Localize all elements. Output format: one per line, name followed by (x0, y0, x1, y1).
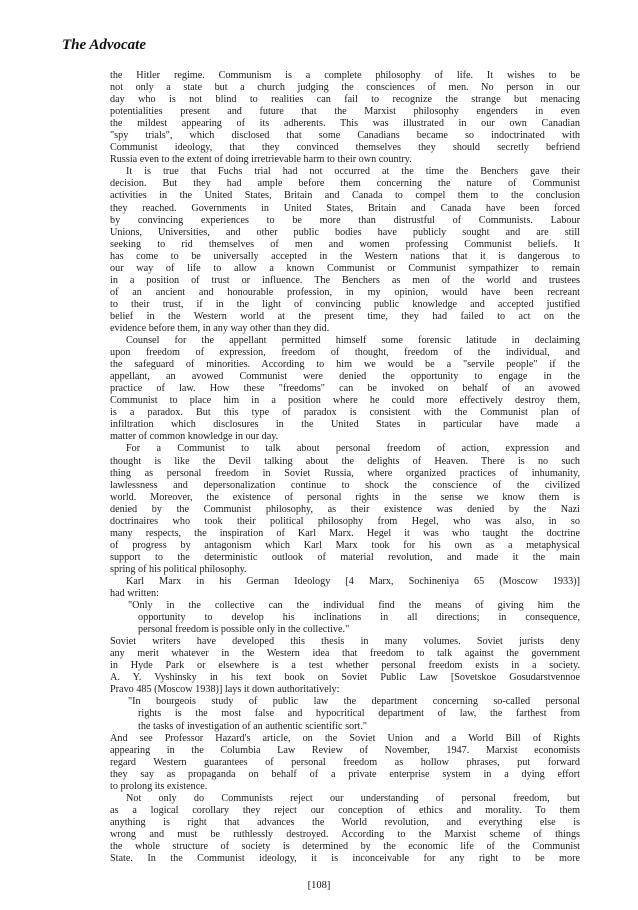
text-line: matter of common knowledge in our day. (110, 431, 279, 443)
text-line: doctrinaires who took their political philosophy from Hegel, who was also, in so (110, 515, 580, 527)
text-line: thing as personal freedom in Soviet Russia, where organized practices of inhumanity, (110, 467, 580, 479)
text-line: Communist to place him in a position where he could more effectively destroy them, (110, 395, 580, 407)
running-head: The Advocate (62, 37, 147, 53)
text-line: "spy trials", which disclosed that some Canadians became so indoctrinated with (110, 130, 580, 142)
text-line: they say as propaganda on behalf of a private enterprise system in a dying effort (110, 768, 580, 780)
text-line: spring of his political philosophy. (110, 563, 247, 575)
page-number: [108] (307, 880, 331, 891)
text-line: they reached. Governments in United States, Britain and Canada have been forced (110, 202, 580, 214)
text-line: as a logical corollary they reject our conception of ethics and morality. To them (110, 804, 580, 816)
text-line: Russia even to the extent of doing irretrievable harm to their own country. (110, 154, 412, 166)
text-line: decision. But they had ample before them concerning the nature of Communist (110, 178, 580, 190)
text-line: of an ancient and honourable profession, in my opinion, would have been recreant (110, 286, 580, 298)
text-line: For a Communist to talk about personal freedom of action, expression and (126, 443, 580, 455)
text-line: regard Western guarantees of personal freedom as hollow phrases, put forward (110, 756, 580, 768)
text-line: Soviet writers have developed this thesis in many volumes. Soviet jurists deny (110, 636, 580, 648)
text-line: the Hitler regime. Communism is a complete philosophy of life. It wishes to be (110, 70, 580, 81)
text-line: Communist ideology, that they convinced themselves they should secretly befriend (110, 142, 580, 154)
text-line: by convincing experiences to be more than distrustful of Communists. Labour (110, 214, 580, 226)
text-line: world. Moreover, the existence of personal rights in the sense we know them is (110, 491, 580, 503)
text-line: appellant, an avowed Communist were denied the opportunity to engage in the (110, 371, 580, 383)
text-line: A. Y. Vyshinsky in his text book on Soviet Public Law [Sovetskoe Gosudarstvennoe (110, 672, 580, 684)
text-line: in a position of trust or influence. The Benchers as men of the world and trustees (110, 274, 580, 286)
text-line: practice of law. How these "freedoms" can be invoked on behalf of an avowed (110, 383, 580, 395)
text-line: thought is like the Devil talking about the delights of Heaven. There is no such (110, 455, 580, 467)
text-line: to prolong its existence. (110, 780, 208, 792)
text-line: any merit whatever in the Western idea that freedom to talk against the government (110, 648, 580, 660)
text-line: belief in the Western world at the present time, they had failed to act on the (110, 310, 580, 322)
text-line: Counsel for the appellant permitted himself some forensic latitude in declaiming (126, 335, 580, 347)
text-line: anything is right that advances the World revolution, and everything else is (110, 816, 580, 828)
text-line: has come to be universally accepted in the Western nations that it is dangerous to (110, 250, 580, 262)
text-line: the mildest appearing of its adherents. This was illustrated in our own Canadian (110, 118, 580, 130)
text-line: the tasks of investigation of an authentic scientific sort." (138, 720, 368, 732)
text-line: is a paradox. But this type of paradox is consistent with the Communist plan of (110, 407, 580, 419)
text-line: many respects, the inspiration of Karl Marx. Hegel it was who taught the doctrine (110, 527, 580, 539)
text-line: "Only in the collective can the individual find the means of giving him the (128, 600, 580, 612)
text-line: personal freedom is possible only in the collective." (138, 624, 350, 636)
text-line: rights is the most false and hypocritical department of law, the farthest from (138, 708, 580, 720)
text-line: appearing in the Columbia Law Review of November, 1947. Marxist economists (110, 744, 580, 756)
text-line: "In bourgeois study of public law the department concerning so-called personal (128, 696, 580, 708)
text-line: lawlessness and depersonalization continue to shock the conscience of the civilized (110, 479, 580, 491)
text-line: opportunity to develop his inclinations in all directions; in consequence, (138, 612, 580, 624)
text-line: State. In the Communist ideology, it is inconceivable for any right to be more (110, 853, 580, 865)
text-line: the safeguard of minorities. According to him we would be a "servile people" if the (110, 359, 580, 371)
text-line: upon freedom of expression, freedom of thought, freedom of the individual, and (110, 347, 580, 359)
text-line: Unions, Universities, and other public bodies have publicly sought and are still (110, 226, 580, 238)
text-line: of progress by antagonism which Karl Marx took for his own as a metaphysical (110, 539, 580, 551)
text-line: the whole structure of society is determined by the economic life of the Communist (110, 841, 580, 852)
text-line: activities in the United States, Britain and Canada to compel them to the conclusion (110, 190, 580, 202)
text-line: denied by the Communist philosophy, as their existence was denied by the Nazi (110, 503, 580, 515)
text-line: It is true that Fuchs trial had not occurred at the time the Benchers gave their (126, 166, 580, 178)
text-line: seeking to rid themselves of men and women professing Communist beliefs. It (110, 238, 580, 250)
text-line: day who is not blind to realities can fail to recognize the strange but menacing (110, 94, 580, 106)
body-text (110, 70, 580, 865)
text-line: evidence before them, in any way other than they did. (110, 322, 330, 334)
text-line: Karl Marx in his German Ideology [4 Marx, Sochineniya 65 (Moscow 1933)] (126, 575, 580, 587)
text-line: to their trust, if in the light of convincing public knowledge and accepted justified (110, 298, 580, 310)
text-line: not only a state but a church judging the consciences of men. No person in our (110, 82, 580, 94)
text-line: And see Professor Hazard's article, on the Soviet Union and a World Bill of Rights (110, 732, 580, 744)
text-line: potentialities present and future that the Marxist philosophy engenders in even (110, 106, 580, 118)
text-line: in Hyde Park or elsewhere is a test whether personal freedom exists in a society. (110, 660, 580, 672)
text-line: support to the deterministic outlook of material revolution, and made it the main (110, 551, 580, 563)
text-line: infiltration which disclosures in the United States in particular have made a (110, 419, 580, 431)
text-line: Not only do Communists reject our understanding of personal freedom, but (126, 792, 580, 804)
text-line: wrong and must be ruthlessly destroyed. According to the Marxist scheme of things (110, 828, 580, 840)
text-line: had written: (110, 588, 159, 600)
text-line: our way of life to allow a known Communist or Communist sympathizer to remain (110, 262, 580, 274)
text-line: Pravo 485 (Moscow 1938)] lays it down authoritatively: (110, 684, 340, 696)
